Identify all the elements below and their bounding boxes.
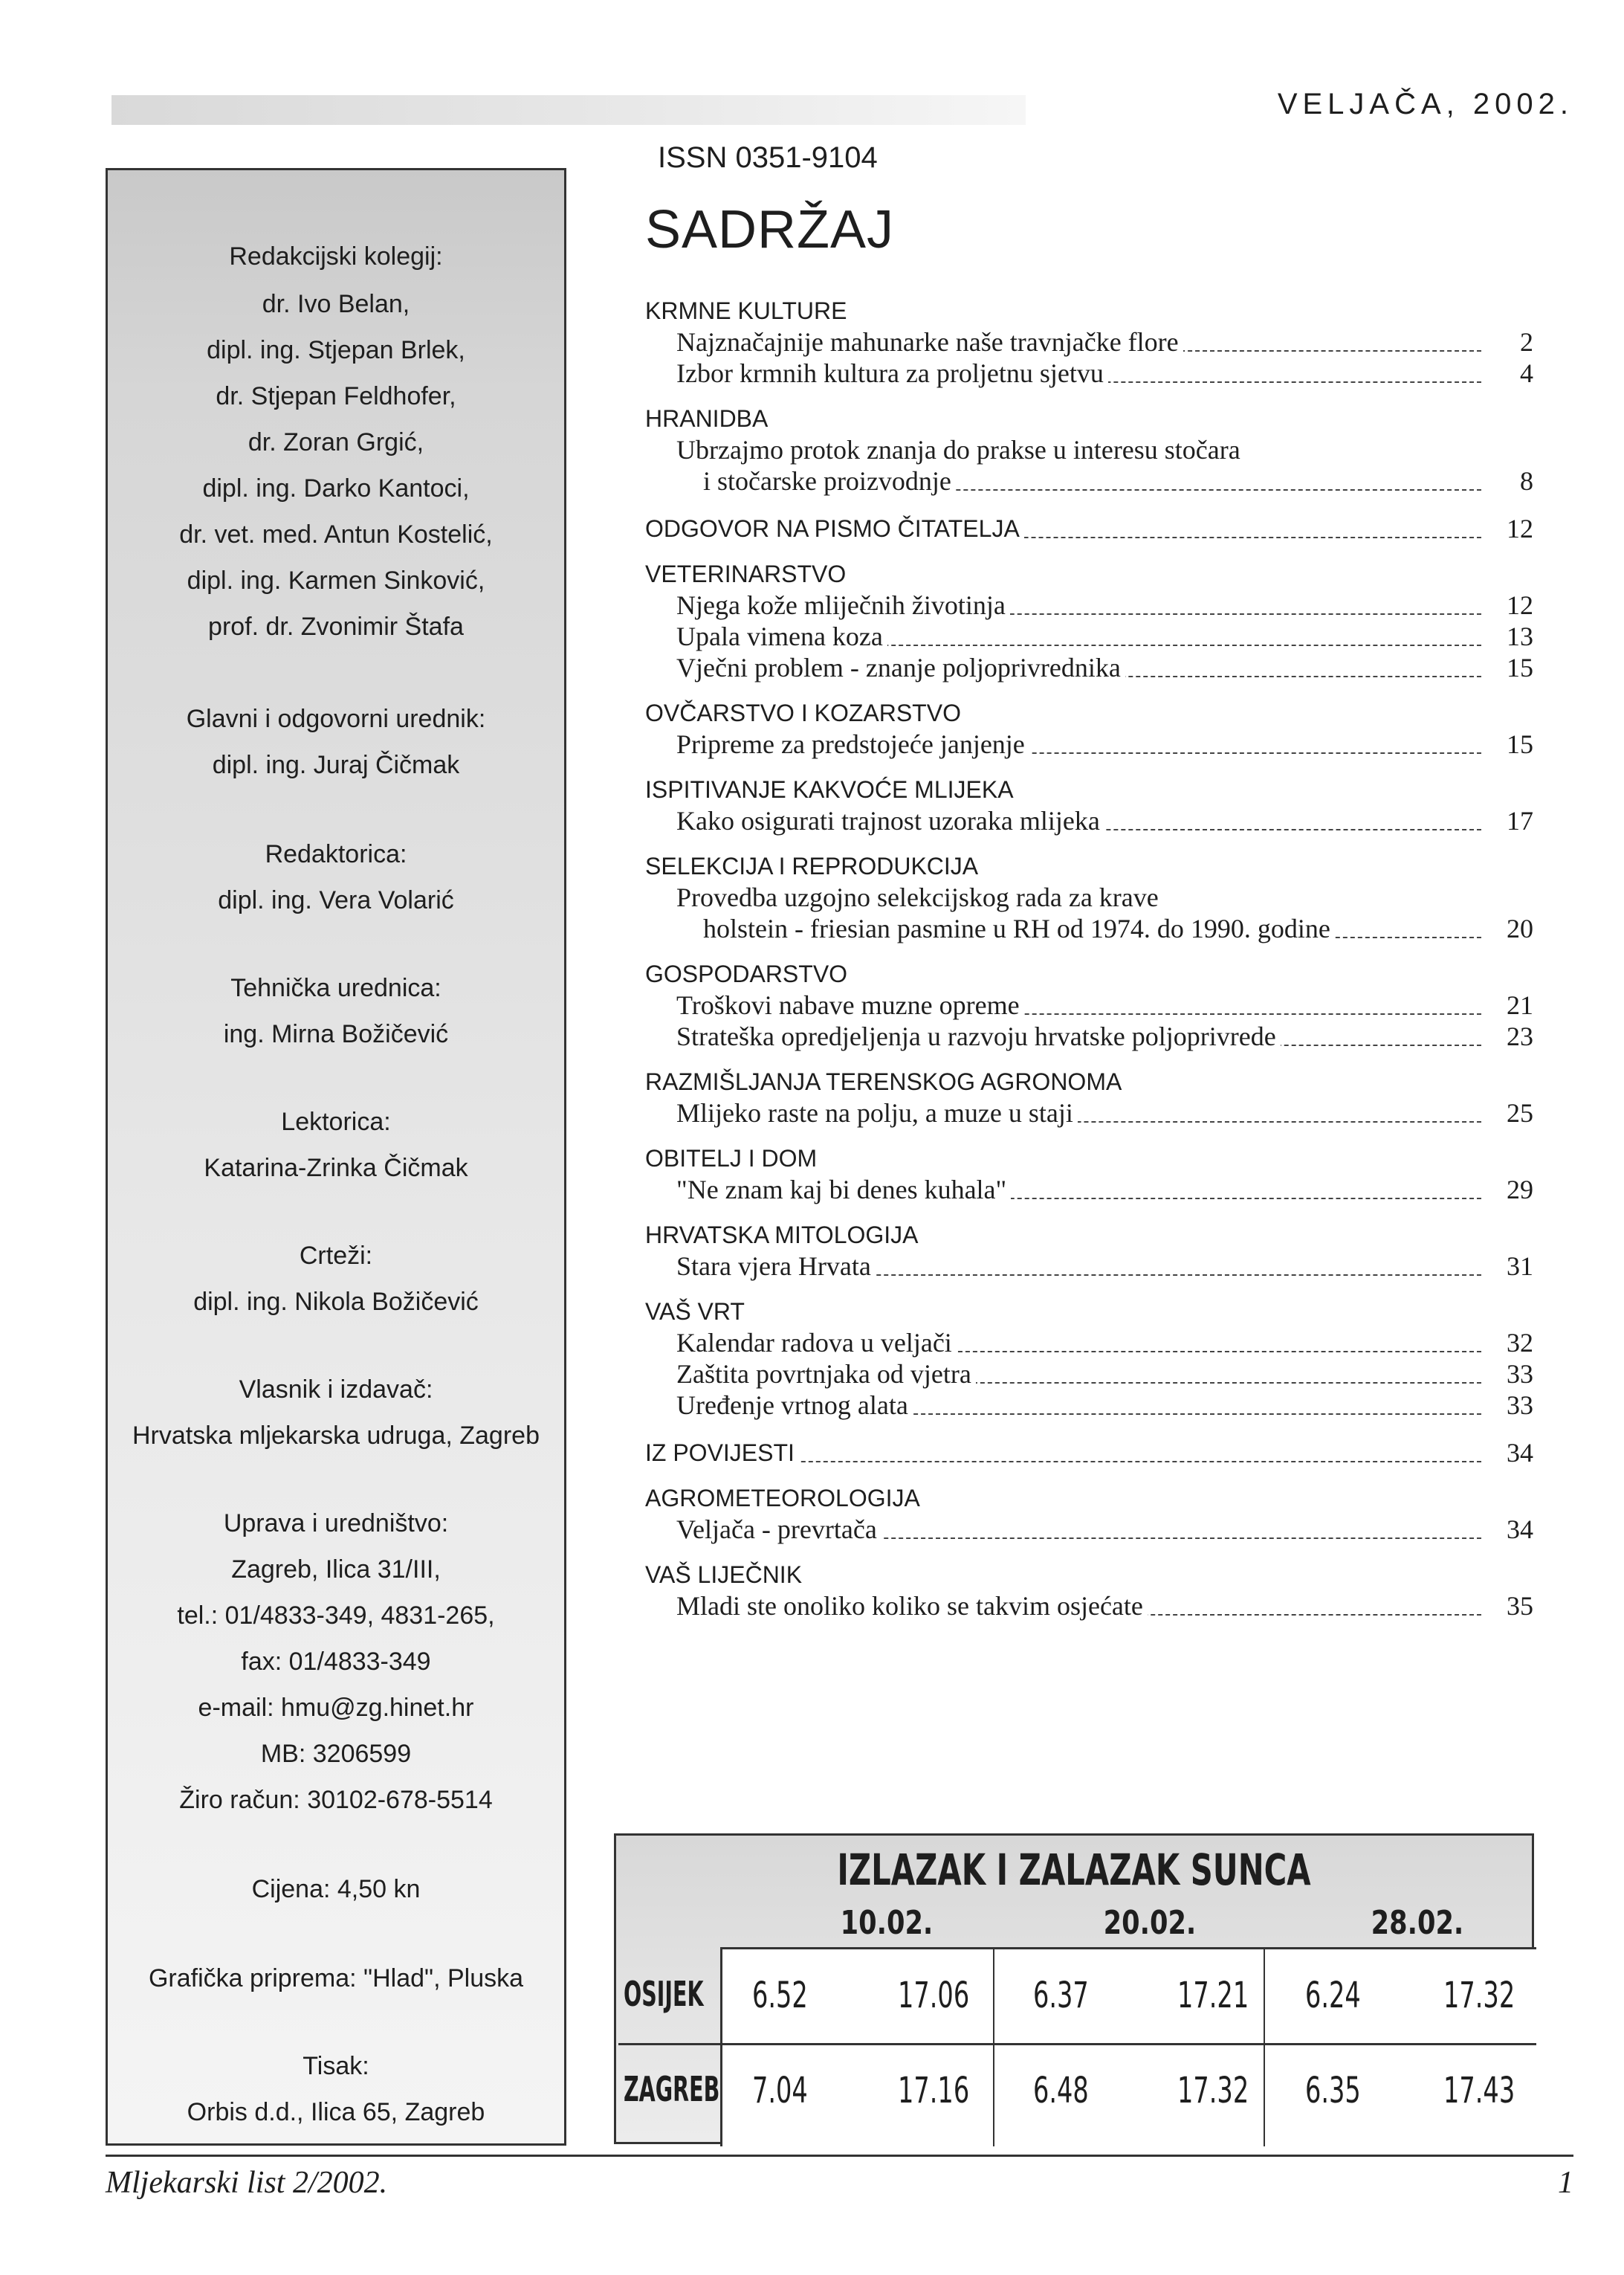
sunset-time: 17.43 [1443, 2070, 1515, 2111]
masthead-line: dr. vet. med. Antun Kostelić, [179, 520, 493, 549]
toc-category: HRVATSKA MITOLOGIJA [645, 1222, 919, 1248]
toc-section [645, 961, 1533, 1052]
toc-entry-title: ODGOVOR NA PISMO ČITATELJA [645, 513, 1024, 544]
toc-entry-title: "Ne znam kaj bi denes kuhala" [676, 1174, 1011, 1205]
toc-category: OVČARSTVO I KOZARSTVO [645, 700, 961, 726]
toc-entry-page: 33 [1507, 1359, 1533, 1389]
toc-entry[interactable] [645, 621, 1533, 652]
toc-entry[interactable] [645, 465, 1533, 497]
toc-entry-title: Ubrzajmo protok znanja do prakse u interesu stočara [676, 434, 1245, 465]
toc-category: SELEKCIJA I REPRODUKCIJA [645, 853, 979, 880]
toc-section [645, 561, 1533, 683]
grid-divider [993, 1949, 994, 2146]
toc-entry[interactable] [645, 326, 1533, 358]
masthead-line: Uprava i uredništvo: [223, 1509, 449, 1537]
masthead-line: prof. dr. Zvonimir Štafa [208, 613, 464, 641]
masthead-line: Vlasnik i izdavač: [239, 1375, 433, 1404]
toc-category: VETERINARSTVO [645, 561, 847, 587]
masthead-line: dipl. ing. Juraj Čičmak [212, 751, 460, 779]
masthead-line: e-mail: hmu@zg.hinet.hr [198, 1694, 474, 1722]
masthead-line: Hrvatska mljekarska udruga, Zagreb [132, 1422, 540, 1450]
toc-entry-page: 12 [1507, 514, 1533, 543]
toc-section [645, 297, 1533, 389]
toc-section [645, 1145, 1533, 1205]
masthead-line: dr. Stjepan Feldhofer, [216, 382, 456, 410]
toc-section [645, 1561, 1533, 1621]
masthead-line: Tisak: [303, 2052, 369, 2080]
toc-entry[interactable] [645, 1590, 1533, 1621]
grid-divider [618, 2043, 1536, 2045]
toc-section [645, 1298, 1533, 1421]
toc-entry-title: Najznačajnije mahunarke naše travnjačke flore [676, 326, 1183, 358]
toc-entry-title: Mladi ste onoliko koliko se takvim osjećate [676, 1590, 1148, 1621]
toc-entry[interactable] [645, 913, 1533, 944]
masthead-line: Katarina-Zrinka Čičmak [204, 1154, 468, 1182]
toc-entry-title: IZ POVIJESTI [645, 1437, 799, 1468]
masthead-line: fax: 01/4833-349 [241, 1648, 431, 1676]
sunrise-time: 6.24 [1305, 1975, 1361, 2016]
toc-entry-page: 8 [1520, 466, 1533, 496]
sunrise-time: 7.04 [752, 2070, 808, 2111]
masthead-line: MB: 3206599 [260, 1740, 412, 1768]
toc-entry-page: 31 [1507, 1251, 1533, 1281]
city-label: OSIJEK [624, 1974, 704, 2014]
masthead-line: tel.: 01/4833-349, 4831-265, [177, 1601, 495, 1630]
toc-category: VAŠ VRT [645, 1298, 745, 1325]
masthead-line: Grafička priprema: "Hlad", Pluska [148, 1964, 524, 1992]
toc-entry-page: 2 [1520, 327, 1533, 357]
masthead-line: dr. Ivo Belan, [262, 290, 410, 318]
masthead-line: dipl. ing. Stjepan Brlek, [207, 336, 465, 364]
toc-entry[interactable] [645, 1174, 1533, 1205]
sunset-time: 17.21 [1177, 1975, 1249, 2016]
masthead-line: Glavni i odgovorni urednik: [186, 705, 486, 733]
sunrise-time: 6.52 [752, 1975, 808, 2016]
toc-entry[interactable] [645, 1327, 1533, 1358]
toc-entry-page: 4 [1520, 358, 1533, 388]
toc-category: HRANIDBA [645, 405, 769, 432]
toc-entry-page: 15 [1507, 729, 1533, 759]
toc-category: VAŠ LIJEČNIK [645, 1561, 803, 1588]
toc-section [645, 405, 1533, 497]
grid-divider [1264, 1949, 1265, 2146]
toc-entry-title: Troškovi nabave muzne opreme [676, 990, 1024, 1021]
toc-entry-page: 21 [1507, 990, 1533, 1020]
toc-entry-page: 25 [1507, 1098, 1533, 1128]
issn: ISSN 0351-9104 [658, 141, 878, 174]
toc-entry-page: 23 [1507, 1022, 1533, 1051]
toc-entry-title: Provedba uzgojno selekcijskog rada za krave [676, 882, 1163, 913]
toc-entry[interactable] [645, 1437, 1533, 1468]
sun-grid [720, 1947, 1536, 2146]
toc-entry[interactable] [645, 1097, 1533, 1129]
toc-entry-page: 35 [1507, 1591, 1533, 1621]
toc-entry[interactable] [645, 358, 1533, 389]
sun-date: 20.02. [1103, 1904, 1197, 1942]
sun-table-title: IZLAZAK I ZALAZAK SUNCA [837, 1845, 1311, 1895]
toc-entry-page: 32 [1507, 1328, 1533, 1358]
sunset-time: 17.32 [1443, 1975, 1515, 2016]
sunrise-sunset-table [614, 1833, 1534, 2144]
toc-category: OBITELJ I DOM [645, 1145, 818, 1172]
toc-entry[interactable] [645, 990, 1533, 1021]
toc-entry-page: 17 [1507, 806, 1533, 836]
sunset-time: 17.16 [898, 2070, 970, 2111]
toc-entry-title: Vječni problem - znanje poljoprivrednika [676, 652, 1125, 683]
masthead-line: Tehnička urednica: [230, 974, 441, 1002]
toc-entry-title: Njega kože mliječnih životinja [676, 590, 1010, 621]
page-number: 1 [1558, 2166, 1573, 2200]
toc-entry[interactable] [645, 513, 1533, 544]
toc-entry-title: Uređenje vrtnog alata [676, 1390, 913, 1421]
toc-entry-page: 20 [1507, 914, 1533, 943]
sunset-time: 17.32 [1177, 2070, 1249, 2111]
toc-entry[interactable] [645, 652, 1533, 683]
issue-date: VELJAČA, 2002. [1277, 88, 1573, 120]
masthead-line: Lektorica: [281, 1108, 391, 1136]
toc-entry-title: holstein - friesian pasmine u RH od 1974. do 1990. godine [703, 913, 1335, 944]
toc-entry[interactable] [645, 805, 1533, 836]
toc-category: GOSPODARSTVO [645, 961, 848, 987]
masthead-line: dipl. ing. Karmen Sinković, [187, 567, 485, 595]
toc-entry-title: Strateška opredjeljenja u razvoju hrvatske poljoprivrede [676, 1021, 1281, 1052]
toc-entry[interactable] [645, 590, 1533, 621]
toc-category: KRMNE KULTURE [645, 297, 847, 324]
masthead-box [106, 168, 566, 2146]
masthead-line: Žiro račun: 30102-678-5514 [179, 1786, 493, 1814]
toc-entry-title: Kalendar radova u veljači [676, 1327, 957, 1358]
toc-entry-title: Stara vjera Hrvata [676, 1251, 876, 1282]
toc-entry-title: Izbor krmnih kultura za proljetnu sjetvu [676, 358, 1108, 389]
masthead-line: Zagreb, Ilica 31/III, [231, 1555, 441, 1584]
masthead-line: dipl. ing. Darko Kantoci, [202, 474, 470, 503]
toc-entry[interactable] [645, 1021, 1533, 1052]
toc-entry[interactable] [645, 882, 1533, 913]
toc-entry-title: i stočarske proizvodnje [703, 465, 956, 497]
toc-entry-page: 33 [1507, 1390, 1533, 1420]
toc-entry-title: Mlijeko raste na polju, a muze u staji [676, 1097, 1078, 1129]
toc-entry-title: Upala vimena koza [676, 621, 887, 652]
toc-entry[interactable] [645, 1390, 1533, 1421]
toc-entry[interactable] [645, 1358, 1533, 1390]
toc-category: RAZMIŠLJANJA TERENSKOG AGRONOMA [645, 1068, 1122, 1095]
masthead-line: dipl. ing. Nikola Božičević [193, 1288, 479, 1316]
toc-section [645, 1068, 1533, 1129]
toc-section [645, 700, 1533, 760]
toc-entry-page: 12 [1507, 590, 1533, 620]
sunrise-time: 6.48 [1033, 2070, 1089, 2111]
toc-entry-page: 15 [1507, 653, 1533, 682]
toc-category: ISPITIVANJE KAKVOĆE MLIJEKA [645, 776, 1014, 803]
toc-section [645, 1437, 1533, 1468]
toc-section [645, 853, 1533, 944]
toc-entry[interactable] [645, 729, 1533, 760]
toc-entry[interactable] [645, 1251, 1533, 1282]
toc-entry-title: Zaštita povrtnjaka od vjetra [676, 1358, 976, 1390]
toc-category: AGROMETEOROLOGIJA [645, 1485, 920, 1511]
masthead-line: dr. Zoran Grgić, [248, 428, 424, 456]
table-of-contents [645, 297, 1533, 1638]
journal-footer: Mljekarski list 2/2002. [106, 2166, 388, 2200]
toc-entry-title: Kako osigurati trajnost uzoraka mlijeka [676, 805, 1104, 836]
sun-date: 28.02. [1371, 1904, 1464, 1942]
toc-entry-title: Veljača - prevrtača [676, 1514, 881, 1545]
masthead-line: Orbis d.d., Ilica 65, Zagreb [187, 2098, 485, 2126]
footer-rule [106, 2155, 1573, 2157]
toc-entry-page: 29 [1507, 1175, 1533, 1204]
toc-entry-page: 13 [1507, 622, 1533, 651]
toc-entry[interactable] [645, 1514, 1533, 1545]
toc-section [645, 1222, 1533, 1282]
sun-date: 10.02. [840, 1904, 934, 1942]
toc-section [645, 513, 1533, 544]
toc-title: SADRŽAJ [645, 200, 895, 259]
city-label: ZAGREB [624, 2069, 720, 2109]
sunrise-time: 6.35 [1305, 2070, 1361, 2111]
masthead-line: Redakcijski kolegij: [229, 242, 443, 271]
masthead-line: ing. Mirna Božičević [223, 1020, 449, 1048]
masthead-line: Crteži: [299, 1242, 373, 1270]
toc-entry-page: 34 [1507, 1514, 1533, 1544]
masthead-line: dipl. ing. Vera Volarić [218, 886, 454, 914]
masthead-line: Redaktorica: [265, 840, 407, 868]
toc-section [645, 776, 1533, 836]
header-strip [111, 95, 1026, 125]
masthead-line: Cijena: 4,50 kn [251, 1875, 421, 1903]
toc-entry-title: Pripreme za predstojeće janjenje [676, 729, 1029, 760]
toc-entry[interactable] [645, 434, 1533, 465]
toc-entry-page: 34 [1507, 1438, 1533, 1468]
sunset-time: 17.06 [898, 1975, 970, 2016]
toc-section [645, 1485, 1533, 1545]
sunrise-time: 6.37 [1033, 1975, 1089, 2016]
